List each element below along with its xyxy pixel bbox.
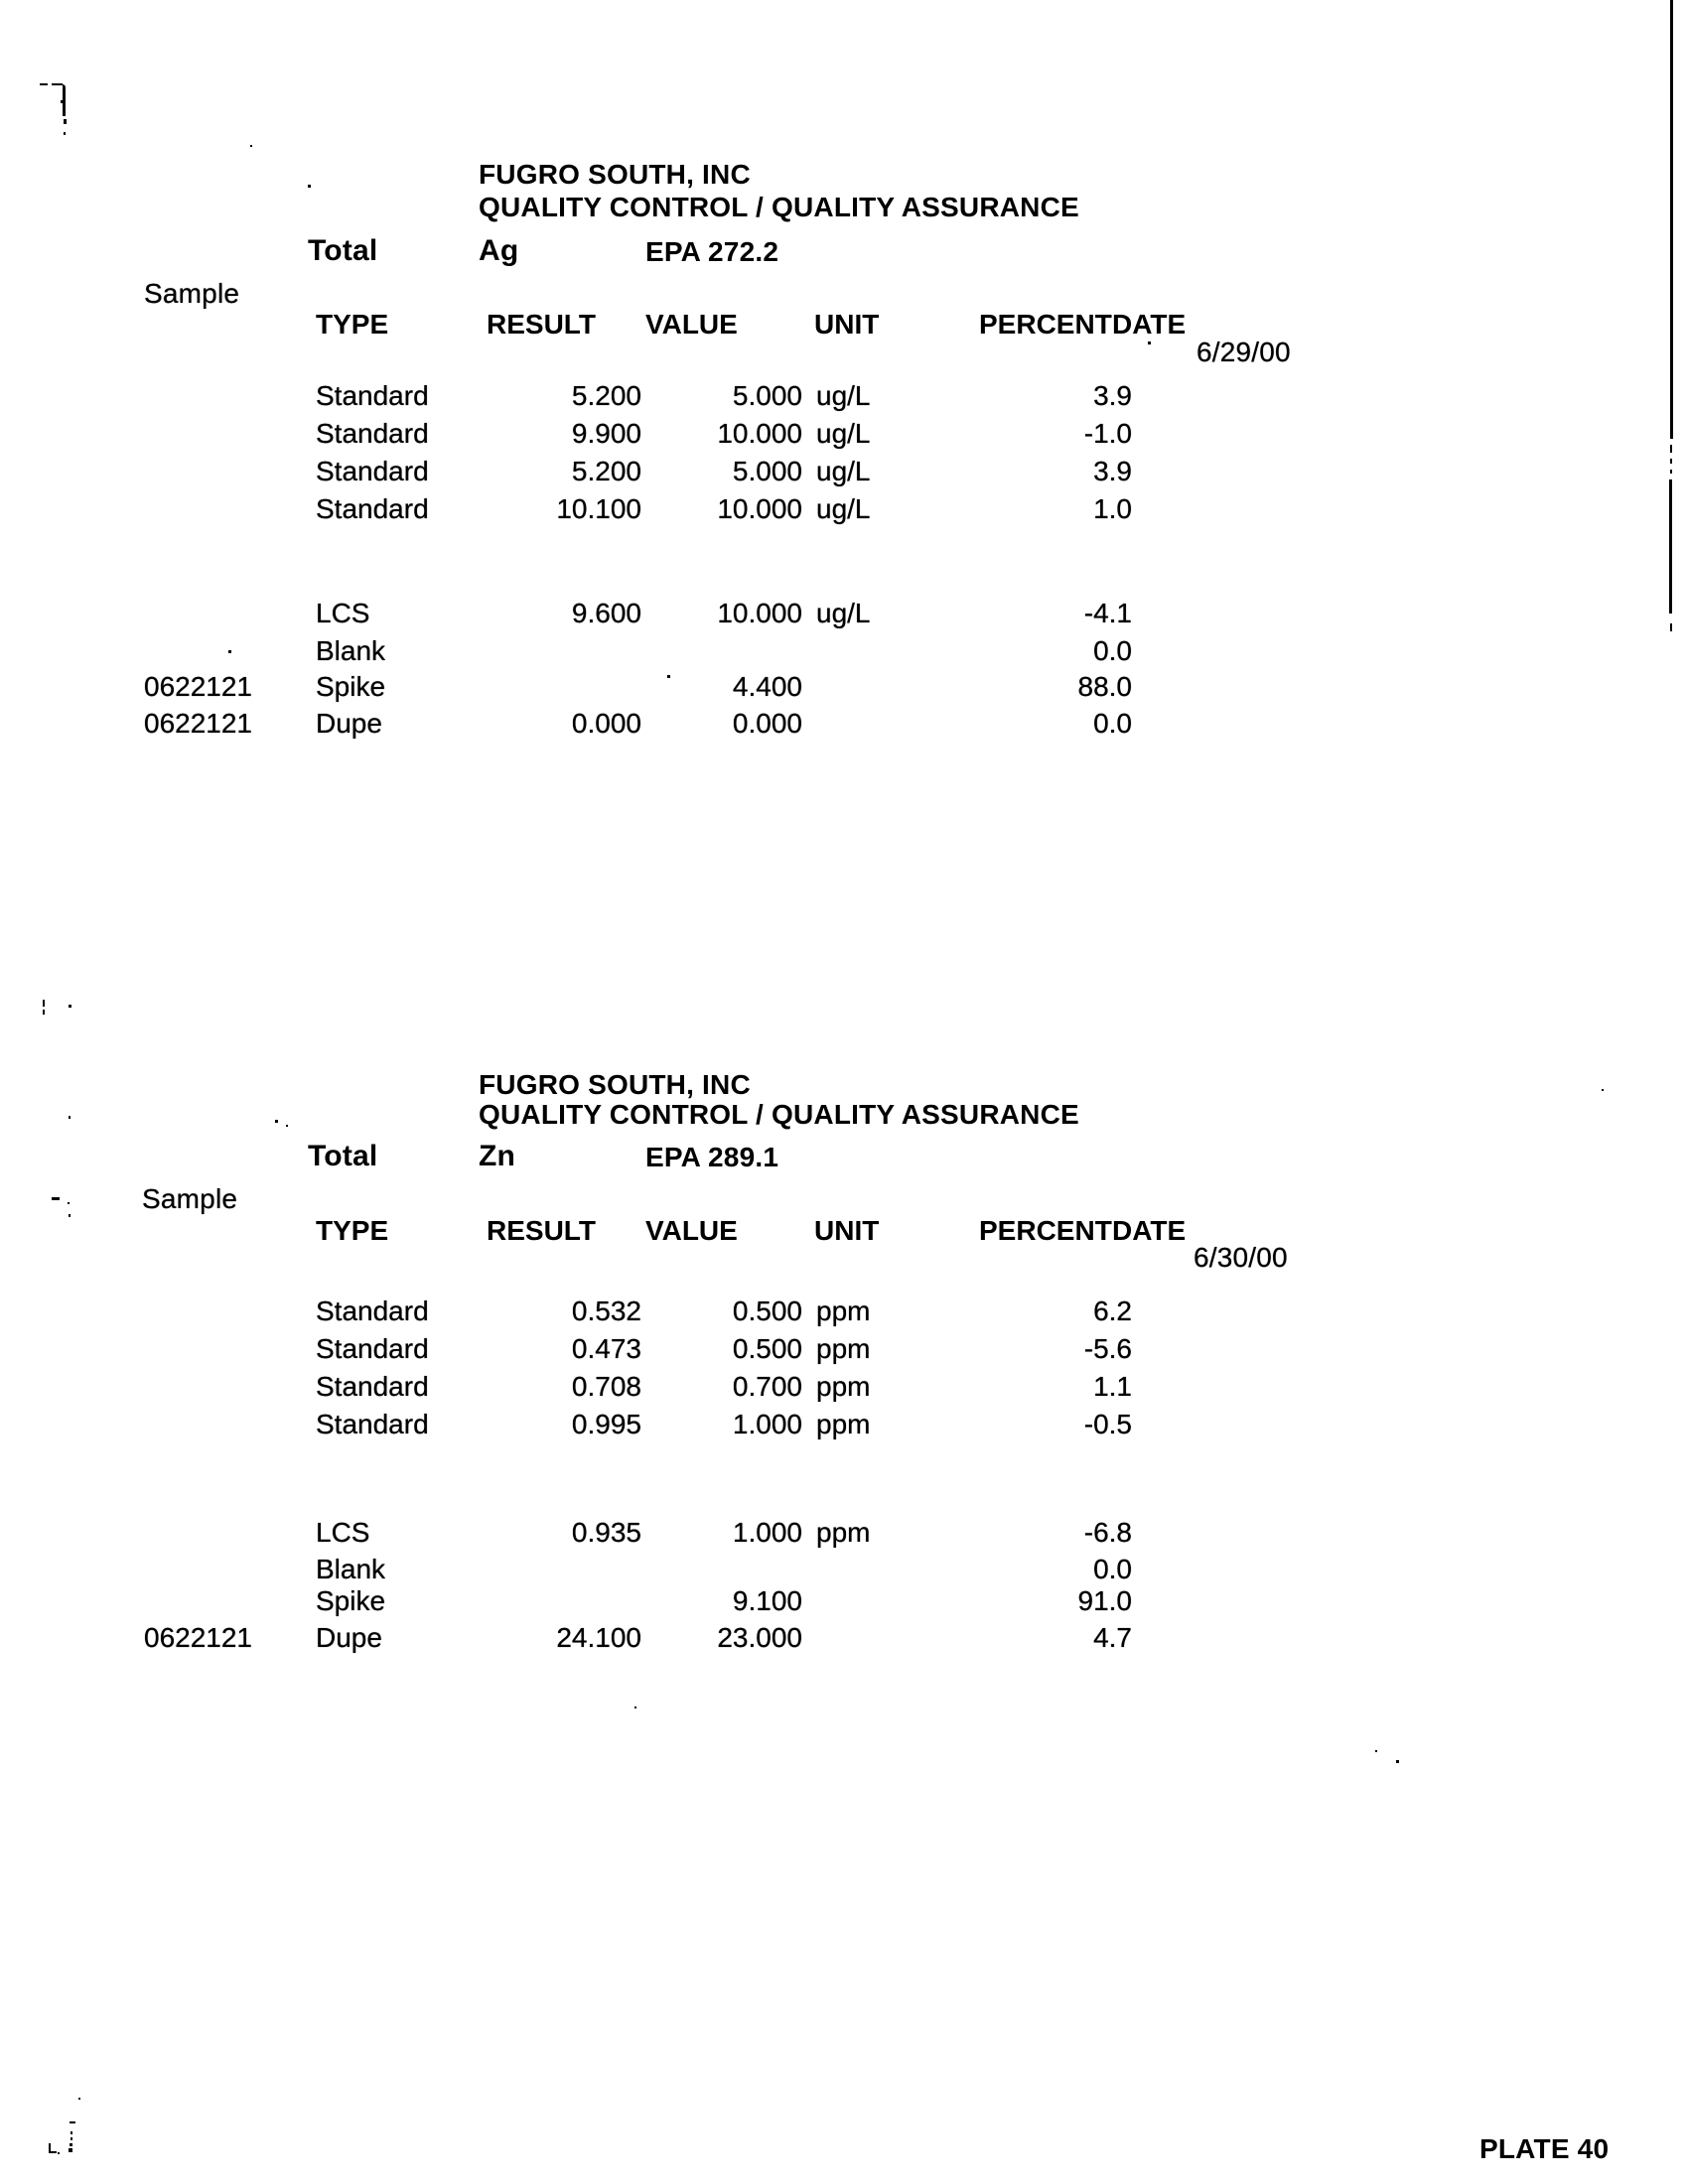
column-header-type: TYPE: [316, 1215, 389, 1246]
table-row: [0, 635, 1688, 671]
plate-label: PLATE 40: [1479, 2133, 1610, 2164]
analysis-date: 6/30/00: [1194, 1242, 1288, 1273]
scan-artifact: [667, 675, 670, 678]
scan-artifact: [64, 119, 67, 124]
table-row: [0, 1517, 1688, 1553]
type-cell: Standard: [316, 1333, 429, 1364]
company-name: FUGRO SOUTH, INC: [479, 1069, 751, 1100]
unit-cell: ug/L: [816, 456, 871, 486]
type-cell: Standard: [316, 493, 429, 524]
type-cell: Standard: [316, 1371, 429, 1402]
table-row: [0, 1554, 1688, 1589]
unit-cell: ppm: [816, 1371, 871, 1402]
percent-cell: 88.0: [1077, 671, 1132, 702]
scan-artifact: [43, 1000, 45, 1007]
scan-artifact: [68, 1202, 70, 1204]
type-cell: Standard: [316, 456, 429, 486]
analyte-label: Zn: [479, 1140, 516, 1172]
scan-artifact: [64, 132, 66, 135]
table-row: [0, 1622, 1688, 1658]
value-cell: 0.500: [732, 1333, 802, 1364]
value-cell: 1.000: [732, 1409, 802, 1439]
analysis-date: 6/29/00: [1196, 337, 1291, 367]
scan-artifact: [70, 2143, 72, 2146]
result-cell: 0.935: [571, 1517, 641, 1548]
sample-id-cell: 0622121: [144, 1622, 253, 1653]
percent-cell: 3.9: [1093, 380, 1132, 411]
table-row: [0, 708, 1688, 744]
type-cell: Standard: [316, 1296, 429, 1326]
scan-artifact: [228, 650, 231, 653]
result-cell: 0.000: [571, 708, 641, 739]
type-cell: Blank: [316, 635, 386, 666]
result-cell: 5.200: [571, 380, 641, 411]
scan-artifact: [52, 1197, 60, 1200]
column-header-result: RESULT: [487, 1215, 596, 1246]
percent-cell: -5.6: [1083, 1333, 1132, 1364]
unit-cell: ug/L: [816, 380, 871, 411]
scan-artifact: [634, 1706, 636, 1708]
percent-cell: -0.5: [1083, 1409, 1132, 1439]
analyte-label: Ag: [479, 234, 519, 267]
column-header-result: RESULT: [487, 309, 596, 340]
unit-cell: ug/L: [816, 418, 871, 449]
scan-artifact-right-line: [1669, 479, 1672, 614]
column-header-date: DATE: [1112, 1215, 1187, 1246]
type-cell: Dupe: [316, 1622, 382, 1653]
column-header-type: TYPE: [316, 309, 389, 340]
table-row: [0, 1333, 1688, 1369]
company-name: FUGRO SOUTH, INC: [479, 159, 751, 190]
type-cell: Spike: [316, 671, 386, 702]
column-header-unit: UNIT: [814, 309, 880, 340]
percent-cell: 3.9: [1093, 456, 1132, 486]
scan-artifact: [69, 1005, 71, 1008]
scan-artifact: [69, 1116, 70, 1119]
percent-cell: 0.0: [1093, 708, 1132, 739]
column-header-percent: PERCENT: [979, 1215, 1112, 1246]
scan-artifact: [286, 1125, 288, 1127]
scan-artifact: [1396, 1760, 1399, 1763]
unit-cell: ug/L: [816, 493, 871, 524]
value-cell: 0.000: [732, 708, 802, 739]
unit-cell: ppm: [816, 1409, 871, 1439]
table-row: [0, 456, 1688, 491]
column-header-value: VALUE: [645, 1215, 738, 1246]
scan-artifact: [70, 2121, 75, 2123]
percent-cell: 0.0: [1093, 1554, 1132, 1584]
value-cell: 0.500: [732, 1296, 802, 1326]
scan-artifact: [1375, 1750, 1377, 1752]
scan-artifact: [250, 145, 252, 147]
type-cell: Blank: [316, 1554, 386, 1584]
column-header-value: VALUE: [645, 309, 738, 340]
result-cell: 5.200: [571, 456, 641, 486]
type-cell: LCS: [316, 598, 370, 628]
scan-artifact-right-line: [1670, 459, 1672, 464]
value-cell: 23.000: [717, 1622, 802, 1653]
percent-cell: 1.0: [1093, 493, 1132, 524]
column-header-row: [0, 1215, 1688, 1251]
table-row: [0, 380, 1688, 416]
report-title: QUALITY CONTROL / QUALITY ASSURANCE: [479, 1099, 1079, 1130]
value-cell: 10.000: [717, 493, 802, 524]
value-cell: 10.000: [717, 418, 802, 449]
report-title: QUALITY CONTROL / QUALITY ASSURANCE: [479, 192, 1079, 222]
scan-artifact: [275, 1120, 278, 1123]
result-cell: 0.708: [571, 1371, 641, 1402]
table-row: [0, 1585, 1688, 1621]
scan-artifact: [43, 1010, 45, 1015]
table-row: [0, 598, 1688, 633]
result-cell: 9.900: [571, 418, 641, 449]
total-label: Total: [308, 234, 378, 267]
scan-artifact: [52, 83, 63, 85]
scan-artifact: [49, 2143, 57, 2153]
scan-artifact: [78, 2098, 80, 2100]
table-row: [0, 671, 1688, 707]
total-label: Total: [308, 1140, 378, 1172]
type-cell: Standard: [316, 418, 429, 449]
value-cell: 0.700: [732, 1371, 802, 1402]
result-cell: 9.600: [571, 598, 641, 628]
type-cell: Standard: [316, 1409, 429, 1439]
unit-cell: ppm: [816, 1517, 871, 1548]
column-header-row: [0, 309, 1688, 344]
table-row: [0, 493, 1688, 529]
scan-artifact-right-line: [1670, 623, 1672, 631]
type-cell: LCS: [316, 1517, 370, 1548]
scan-artifact: [70, 2137, 72, 2140]
scan-artifact: [69, 2148, 72, 2152]
percent-cell: 6.2: [1093, 1296, 1132, 1326]
percent-cell: -1.0: [1083, 418, 1132, 449]
percent-cell: 4.7: [1093, 1622, 1132, 1653]
value-cell: 5.000: [732, 456, 802, 486]
result-cell: 0.995: [571, 1409, 641, 1439]
unit-cell: ppm: [816, 1333, 871, 1364]
type-cell: Standard: [316, 380, 429, 411]
table-row: [0, 1296, 1688, 1331]
sample-id-cell: 0622121: [144, 671, 253, 702]
value-cell: 10.000: [717, 598, 802, 628]
value-cell: 1.000: [732, 1517, 802, 1548]
method-label: EPA 272.2: [645, 236, 779, 267]
sample-column-label: Sample: [144, 278, 240, 309]
value-cell: 5.000: [732, 380, 802, 411]
scan-artifact: [1148, 341, 1151, 344]
scan-artifact-right-line: [1670, 470, 1672, 474]
table-row: [0, 1409, 1688, 1444]
table-row: [0, 418, 1688, 454]
unit-cell: ug/L: [816, 598, 871, 628]
scan-artifact: [58, 2152, 60, 2154]
unit-cell: ppm: [816, 1296, 871, 1326]
scan-artifact-right-line: [1670, 0, 1673, 439]
column-header-date: DATE: [1112, 309, 1187, 340]
scan-artifact: [70, 2131, 72, 2134]
scan-artifact: [308, 185, 311, 188]
column-header-unit: UNIT: [814, 1215, 880, 1246]
percent-cell: -6.8: [1083, 1517, 1132, 1548]
percent-cell: 91.0: [1077, 1585, 1132, 1616]
scan-artifact: [1602, 1089, 1604, 1091]
method-label: EPA 289.1: [645, 1142, 779, 1172]
percent-cell: 0.0: [1093, 635, 1132, 666]
percent-cell: 1.1: [1093, 1371, 1132, 1402]
table-row: [0, 1371, 1688, 1407]
scan-artifact: [69, 1214, 70, 1217]
result-cell: 0.532: [571, 1296, 641, 1326]
value-cell: 9.100: [732, 1585, 802, 1616]
scan-artifact-right-line: [1670, 445, 1672, 453]
value-cell: 4.400: [732, 671, 802, 702]
type-cell: Dupe: [316, 708, 382, 739]
result-cell: 24.100: [556, 1622, 641, 1653]
scan-artifact: [61, 100, 65, 103]
scan-artifact: [40, 83, 48, 85]
result-cell: 0.473: [571, 1333, 641, 1364]
sample-column-label: Sample: [142, 1183, 238, 1214]
sample-id-cell: 0622121: [144, 708, 253, 739]
type-cell: Spike: [316, 1585, 386, 1616]
result-cell: 10.100: [556, 493, 641, 524]
column-header-percent: PERCENT: [979, 309, 1112, 340]
percent-cell: -4.1: [1083, 598, 1132, 628]
